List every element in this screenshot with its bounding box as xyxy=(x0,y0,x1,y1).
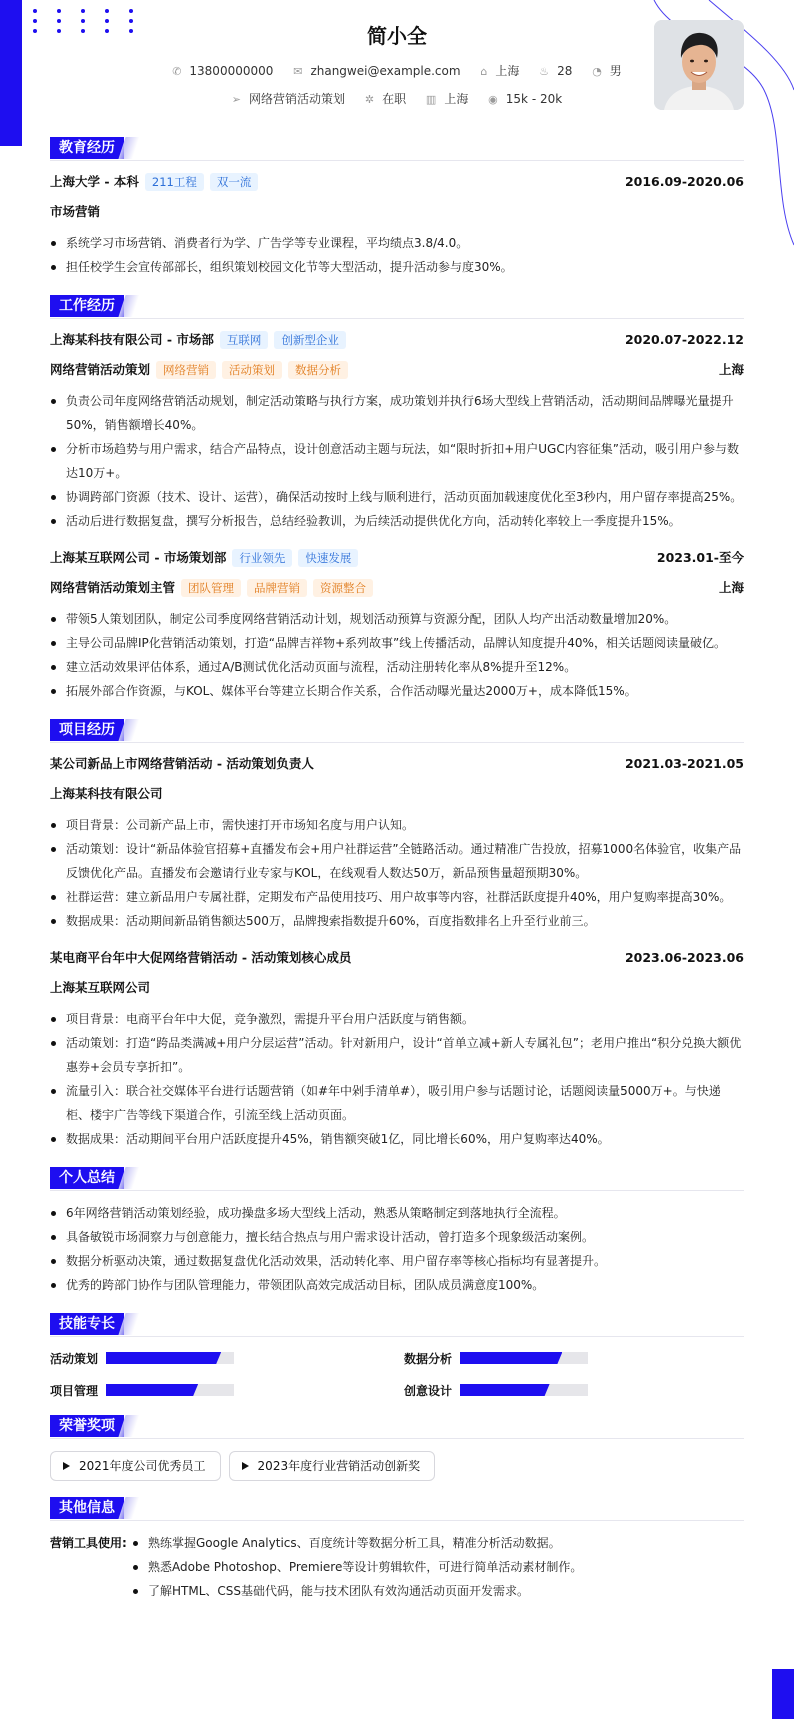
list-item: 熟练掌握Google Analytics、百度统计等数据分析工具，精准分析活动数据。 xyxy=(132,1531,582,1555)
tag: 品牌营销 xyxy=(247,579,307,597)
list-item: 流量引入：联合社交媒体平台进行话题营销（如#年中剁手清单#），吸引用户参与话题讨论，话题阅读量5000万+。与快递柜、楼宇广告等线下渠道合作，引流至线上活动页面。 xyxy=(50,1079,744,1127)
email-item xyxy=(293,64,460,78)
awards-section xyxy=(50,1415,744,1481)
education-section xyxy=(50,137,744,279)
tag: 快速发展 xyxy=(298,549,358,567)
bullet-list xyxy=(50,1007,744,1151)
list-item: 项目背景：电商平台年中大促，竞争激烈，需提升平台用户活跃度与销售额。 xyxy=(50,1007,744,1031)
home-icon: ⌂ xyxy=(480,65,488,78)
tag: 互联网 xyxy=(220,331,269,349)
section-title: 教育经历 xyxy=(50,137,124,159)
bullet-list xyxy=(50,813,744,933)
school-title: 上海大学 - 本科 211工程 双一流 xyxy=(50,172,258,191)
salary-value: 15k - 20k xyxy=(505,92,563,106)
phone-item xyxy=(172,64,273,78)
play-icon xyxy=(242,1462,249,1470)
tag: 数据分析 xyxy=(288,361,348,379)
project-item xyxy=(50,753,744,933)
role-title: 网络营销活动策划 xyxy=(50,361,151,377)
skill-bar xyxy=(460,1384,588,1396)
city-value: 上海 xyxy=(495,64,520,78)
list-item: 优秀的跨部门协作与团队管理能力，带领团队高效完成活动目标，团队成员满意度100%。 xyxy=(50,1273,744,1297)
list-item: 社群运营：建立新品用户专属社群，定期发布产品使用技巧、用户故事等内容，社群活跃度提升40%，用户复购率提高30%。 xyxy=(50,885,744,909)
age-value: 28 xyxy=(557,64,573,78)
section-header xyxy=(50,1313,744,1337)
skill-bar xyxy=(460,1352,588,1364)
date-range: 2020.07-2022.12 xyxy=(624,331,744,347)
list-item: 数据成果：活动期间平台用户活跃度提升45%，销售额突破1亿，同比增长60%，用户复购率达40%。 xyxy=(50,1127,744,1151)
project-item xyxy=(50,947,744,1151)
play-icon xyxy=(63,1462,70,1470)
section-header xyxy=(50,1497,744,1521)
skill-fill xyxy=(106,1384,198,1396)
company-title: 上海某互联网公司 - 市场策划部 行业领先 快速发展 xyxy=(50,548,358,567)
list-item: 分析市场趋势与用户需求，结合产品特点，设计创意活动主题与玩法，如“限时折扣+用户UGC内容征集”活动，吸引用户参与数达10万+。 xyxy=(50,437,744,485)
award-badge xyxy=(229,1451,436,1481)
skill-label: 创意设计 xyxy=(404,1383,453,1398)
gender-value: 男 xyxy=(609,64,622,78)
list-item: 带领5人策划团队，制定公司季度网络营销活动计划，规划活动预算与资源分配，团队人均产出活动数量增加20%。 xyxy=(50,607,744,631)
section-header xyxy=(50,719,744,743)
gender-item xyxy=(592,62,622,79)
award-label: 2021年度公司优秀员工 xyxy=(79,1459,206,1473)
role-row xyxy=(50,577,744,597)
role-title: 网络营销活动策划主管 xyxy=(50,579,176,595)
bottom-right-accent-bar xyxy=(772,1669,794,1719)
list-item: 担任校学生会宣传部部长，组织策划校园文化节等大型活动，提升活动参与度30%。 xyxy=(50,255,744,279)
list-item: 协调跨部门资源（技术、设计、运营），确保活动按时上线与顺利进行，活动页面加载速度优化至3秒内，用户留存率提高25%。 xyxy=(50,485,744,509)
status-value: 在职 xyxy=(382,92,407,106)
skill-item xyxy=(404,1381,744,1399)
resume-body xyxy=(50,137,744,1619)
tag: 211工程 xyxy=(145,173,204,191)
tag: 双一流 xyxy=(210,173,259,191)
education-item xyxy=(50,171,744,279)
date-range: 2023.01-至今 xyxy=(656,550,744,565)
date-range: 2021.03-2021.05 xyxy=(624,755,744,771)
skill-fill xyxy=(460,1384,550,1396)
building-icon: ▥ xyxy=(425,93,437,106)
date-range: 2016.09-2020.06 xyxy=(624,173,744,189)
bullet-list xyxy=(50,389,744,533)
phone-value: 13800000000 xyxy=(189,64,274,78)
award-badge xyxy=(50,1451,221,1481)
tag: 网络营销 xyxy=(156,361,216,379)
skill-item xyxy=(50,1349,404,1367)
section-title: 技能专长 xyxy=(50,1313,124,1335)
list-item: 数据成果：活动期间新品销售额达500万，品牌搜索指数提升60%，百度指数排名上升至行业前三。 xyxy=(50,909,744,933)
skill-item xyxy=(404,1349,744,1367)
skill-label: 活动策划 xyxy=(50,1351,99,1366)
section-header xyxy=(50,1415,744,1439)
project-title: 某公司新品上市网络营销活动 - 活动策划负责人 xyxy=(50,756,314,771)
skill-label: 数据分析 xyxy=(404,1351,453,1366)
tag: 资源整合 xyxy=(313,579,373,597)
project-title: 某电商平台年中大促网络营销活动 - 活动策划核心成员 xyxy=(50,950,352,965)
status-icon: ✲ xyxy=(364,93,375,106)
target-city-value: 上海 xyxy=(444,92,469,106)
email-value: zhangwei@example.com xyxy=(310,64,461,78)
project-org: 上海某科技有限公司 xyxy=(50,786,163,801)
section-title: 其他信息 xyxy=(50,1497,124,1519)
awards-list xyxy=(50,1449,744,1481)
target-city-item xyxy=(426,90,468,107)
bullet-list xyxy=(50,607,744,703)
skills-section xyxy=(50,1313,744,1399)
major: 市场营销 xyxy=(50,204,101,219)
skill-fill xyxy=(460,1352,562,1364)
skill-item xyxy=(50,1381,404,1399)
list-item: 了解HTML、CSS基础代码，能与技术团队有效沟通活动页面开发需求。 xyxy=(132,1579,582,1603)
section-title: 个人总结 xyxy=(50,1167,124,1189)
section-header xyxy=(50,295,744,319)
list-item: 活动策划：打造“跨品类满减+用户分层运营”活动。针对新用户，设计“首单立减+新人专属礼包”；老用户推出“积分兑换大额优惠券+会员专享折扣”。 xyxy=(50,1031,744,1079)
list-item: 6年网络营销活动策划经验，成功操盘多场大型线上活动，熟悉从策略制定到落地执行全流程。 xyxy=(50,1201,744,1225)
role-row xyxy=(50,359,744,379)
section-title: 荣誉奖项 xyxy=(50,1415,124,1437)
work-item xyxy=(50,329,744,533)
position-item xyxy=(232,90,345,107)
skill-label: 项目管理 xyxy=(50,1383,99,1398)
location: 上海 xyxy=(718,580,744,595)
location: 上海 xyxy=(718,362,744,377)
position-value: 网络营销活动策划 xyxy=(249,92,346,106)
resume-header xyxy=(0,0,794,130)
bullet-list xyxy=(50,1201,744,1297)
list-item: 具备敏锐市场洞察力与创意能力，擅长结合热点与用户需求设计活动，曾打造多个现象级活动案例。 xyxy=(50,1225,744,1249)
phone-icon: ✆ xyxy=(172,65,182,78)
cake-icon: ♨ xyxy=(539,65,550,78)
list-item: 活动策划：设计“新品体验官招募+直播发布会+用户社群运营”全链路活动。通过精准广告投放，招募1000名体验官，收集产品反馈优化产品。直播发布会邀请行业专家与KOL，在线观看人数达50万，新品预售量超预期30%。 xyxy=(50,837,744,885)
other-section xyxy=(50,1497,744,1603)
city-item xyxy=(480,62,519,79)
list-item: 主导公司品牌IP化营销活动策划，打造“品牌吉祥物+系列故事”线上传播活动，品牌认知度提升40%，相关话题阅读量破亿。 xyxy=(50,631,744,655)
list-item: 活动后进行数据复盘，撰写分析报告，总结经验教训，为后续活动提供优化方向，活动转化率较上一季度提升15%。 xyxy=(50,509,744,533)
section-title: 工作经历 xyxy=(50,295,124,317)
skill-bar xyxy=(106,1384,234,1396)
list-item: 建立活动效果评估体系，通过A/B测试优化活动页面与流程，活动注册转化率从8%提升至12%。 xyxy=(50,655,744,679)
send-icon: ➢ xyxy=(231,93,242,106)
section-title: 项目经历 xyxy=(50,719,124,741)
money-icon: ◉ xyxy=(488,93,498,106)
skill-fill xyxy=(106,1352,221,1364)
gender-icon: ◔ xyxy=(592,65,602,78)
section-header xyxy=(50,137,744,161)
award-label: 2023年度行业营销活动创新奖 xyxy=(257,1459,421,1473)
other-info xyxy=(50,1531,744,1603)
list-item: 系统学习市场营销、消费者行为学、广告学等专业课程，平均绩点3.8/4.0。 xyxy=(50,231,744,255)
bullet-list xyxy=(132,1531,582,1603)
date-range: 2023.06-2023.06 xyxy=(624,949,744,965)
tag: 行业领先 xyxy=(232,549,292,567)
list-item: 数据分析驱动决策，通过数据复盘优化活动效果，活动转化率、用户留存率等核心指标均有显著提升。 xyxy=(50,1249,744,1273)
list-item: 拓展外部合作资源，与KOL、媒体平台等建立长期合作关系，合作活动曝光量达2000万+，成本降低15%。 xyxy=(50,679,744,703)
section-header xyxy=(50,1167,744,1191)
tag: 创新型企业 xyxy=(274,331,346,349)
mail-icon: ✉ xyxy=(293,65,303,78)
skill-bar xyxy=(106,1352,234,1364)
age-item xyxy=(539,64,572,78)
salary-item xyxy=(488,92,562,106)
tag: 活动策划 xyxy=(222,361,282,379)
work-item xyxy=(50,547,744,703)
list-item: 项目背景：公司新产品上市，需快速打开市场知名度与用户认知。 xyxy=(50,813,744,837)
bullet-list xyxy=(50,231,744,279)
projects-section xyxy=(50,719,744,1151)
list-item: 负责公司年度网络营销活动规划，制定活动策略与执行方案，成功策划并执行6场大型线上营销活动，活动期间品牌曝光量提升50%，销售额增长40%。 xyxy=(50,389,744,437)
status-item xyxy=(365,90,406,107)
tools-label: 营销工具使用: xyxy=(50,1536,127,1550)
tag: 团队管理 xyxy=(181,579,241,597)
company-title: 上海某科技有限公司 - 市场部 互联网 创新型企业 xyxy=(50,330,346,349)
work-section xyxy=(50,295,744,703)
skills-grid xyxy=(50,1347,744,1399)
avatar xyxy=(654,20,744,110)
list-item: 熟悉Adobe Photoshop、Premiere等设计剪辑软件，可进行简单活动素材制作。 xyxy=(132,1555,582,1579)
summary-section xyxy=(50,1167,744,1297)
project-org: 上海某互联网公司 xyxy=(50,980,151,995)
candidate-name: 简小全 xyxy=(367,24,427,48)
